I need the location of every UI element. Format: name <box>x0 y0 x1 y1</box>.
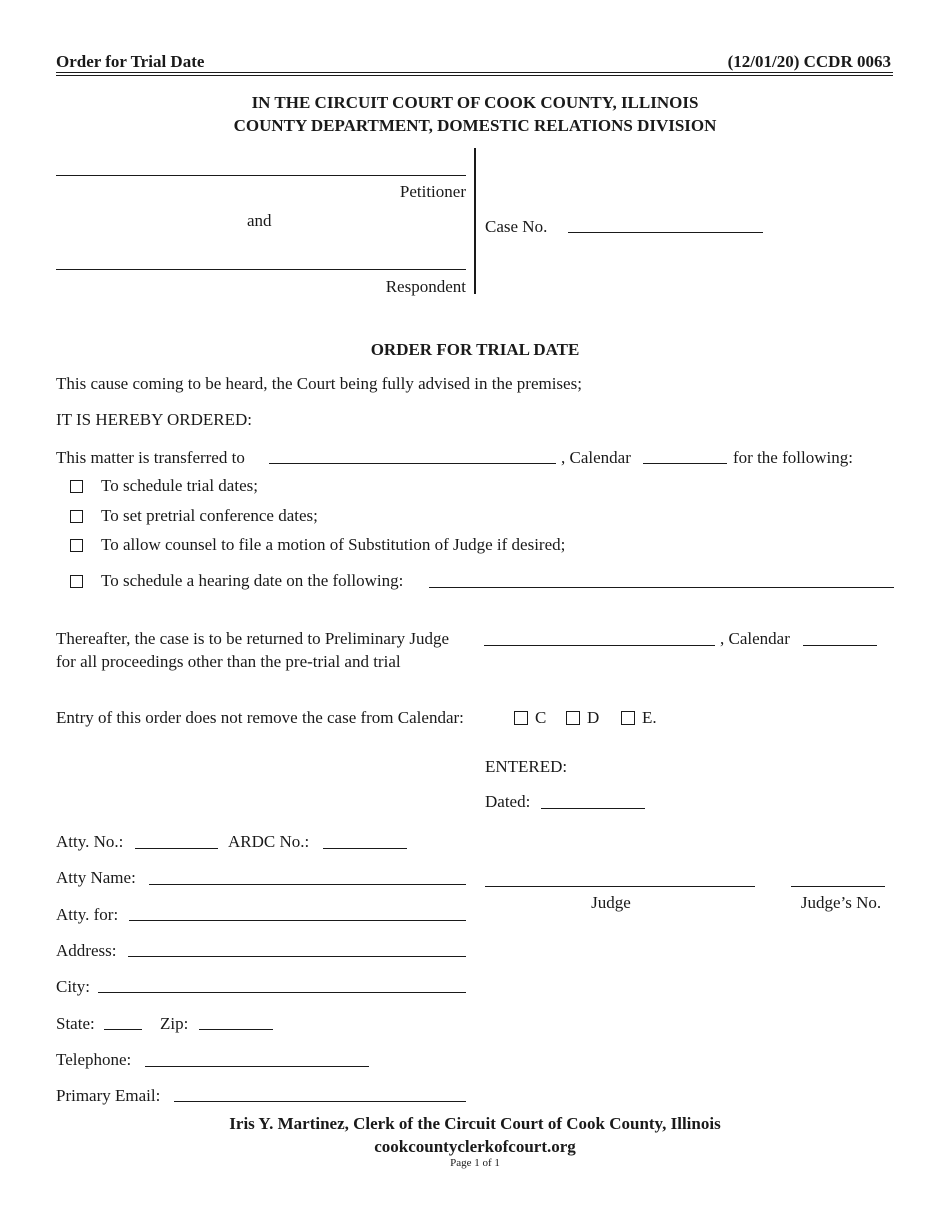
atty-name-label: Atty Name: <box>56 868 136 887</box>
petitioner-line[interactable] <box>56 175 466 176</box>
zip-line[interactable] <box>199 1029 273 1030</box>
state-line[interactable] <box>104 1029 142 1030</box>
ordered-text: IT IS HEREBY ORDERED: <box>56 410 252 429</box>
atty-no-label: Atty. No.: <box>56 832 124 851</box>
entered-label: ENTERED: <box>485 757 568 776</box>
respondent-label: Respondent <box>385 277 466 296</box>
email-label: Primary Email: <box>56 1086 161 1105</box>
dated-label: Dated: <box>485 792 531 811</box>
calendar-e-label: E. <box>642 708 657 727</box>
calendar-c-label: C <box>535 708 547 727</box>
entry-text: Entry of this order does not remove the case from Calendar: <box>56 708 464 727</box>
court-line-2: COUNTY DEPARTMENT, DOMESTIC RELATIONS DIVISION <box>233 116 717 135</box>
calendar-d-checkbox[interactable] <box>566 711 580 725</box>
footer-page: Page 1 of 1 <box>450 1157 500 1169</box>
return-line-2: for all proceedings other than the pre-trial and trial <box>56 652 401 671</box>
city-label: City: <box>56 977 91 996</box>
atty-no-line[interactable] <box>135 848 218 849</box>
telephone-label: Telephone: <box>56 1050 132 1069</box>
footer-website: cookcountyclerkofcourt.org <box>374 1137 576 1156</box>
transfer-calendar-line[interactable] <box>643 463 727 464</box>
judge-no-line[interactable] <box>791 886 885 887</box>
header-rule-bottom <box>56 75 893 76</box>
transfer-to-line[interactable] <box>269 463 556 464</box>
calendar-e-checkbox[interactable] <box>621 711 635 725</box>
dated-line[interactable] <box>541 808 645 809</box>
option-label-1: To schedule trial dates; <box>101 476 258 495</box>
intro-text: This cause coming to be heard, the Court being fully advised in the premises; <box>56 374 582 393</box>
preliminary-judge-line[interactable] <box>484 645 715 646</box>
and-label: and <box>247 211 272 230</box>
return-calendar-line[interactable] <box>803 645 877 646</box>
petitioner-label: Petitioner <box>399 182 466 201</box>
form-title: Order for Trial Date <box>56 52 205 71</box>
form-code: (12/01/20) CCDR 0063 <box>727 52 891 71</box>
zip-label: Zip: <box>160 1014 189 1033</box>
calendar-d-label: D <box>587 708 600 727</box>
return-calendar-label: , Calendar <box>720 629 790 648</box>
order-title: ORDER FOR TRIAL DATE <box>370 340 580 359</box>
atty-for-label: Atty. for: <box>56 905 119 924</box>
case-no-line[interactable] <box>568 232 763 233</box>
option-checkbox-3[interactable] <box>70 539 83 552</box>
caption-divider <box>474 148 476 294</box>
judge-label: Judge <box>591 893 631 912</box>
ardc-line[interactable] <box>323 848 407 849</box>
address-label: Address: <box>56 941 117 960</box>
option-label-4: To schedule a hearing date on the following: <box>101 571 404 590</box>
option-checkbox-1[interactable] <box>70 480 83 493</box>
atty-name-line[interactable] <box>149 884 466 885</box>
case-no-label: Case No. <box>485 217 548 236</box>
option-checkbox-2[interactable] <box>70 510 83 523</box>
email-line[interactable] <box>174 1101 466 1102</box>
telephone-line[interactable] <box>145 1066 369 1067</box>
option-checkbox-4[interactable] <box>70 575 83 588</box>
state-label: State: <box>56 1014 95 1033</box>
judge-signature-line[interactable] <box>485 886 755 887</box>
transfer-prefix: This matter is transferred to <box>56 448 245 467</box>
respondent-line[interactable] <box>56 269 466 270</box>
option-label-3: To allow counsel to file a motion of Substitution of Judge if desired; <box>101 535 566 554</box>
ardc-label: ARDC No.: <box>228 832 310 851</box>
return-prefix: Thereafter, the case is to be returned to Preliminary Judge <box>56 629 450 648</box>
city-line[interactable] <box>98 992 466 993</box>
transfer-calendar-label: , Calendar <box>561 448 631 467</box>
hearing-subject-line[interactable] <box>429 587 894 588</box>
option-label-2: To set pretrial conference dates; <box>101 506 318 525</box>
atty-for-line[interactable] <box>129 920 466 921</box>
footer-clerk: Iris Y. Martinez, Clerk of the Circuit Court of Cook County, Illinois <box>229 1114 721 1133</box>
court-line-1: IN THE CIRCUIT COURT OF COOK COUNTY, ILLINOIS <box>251 93 699 112</box>
header-rule-top <box>56 72 893 73</box>
calendar-c-checkbox[interactable] <box>514 711 528 725</box>
address-line[interactable] <box>128 956 466 957</box>
transfer-suffix: for the following: <box>733 448 853 467</box>
judge-no-label: Judge’s No. <box>800 893 882 912</box>
